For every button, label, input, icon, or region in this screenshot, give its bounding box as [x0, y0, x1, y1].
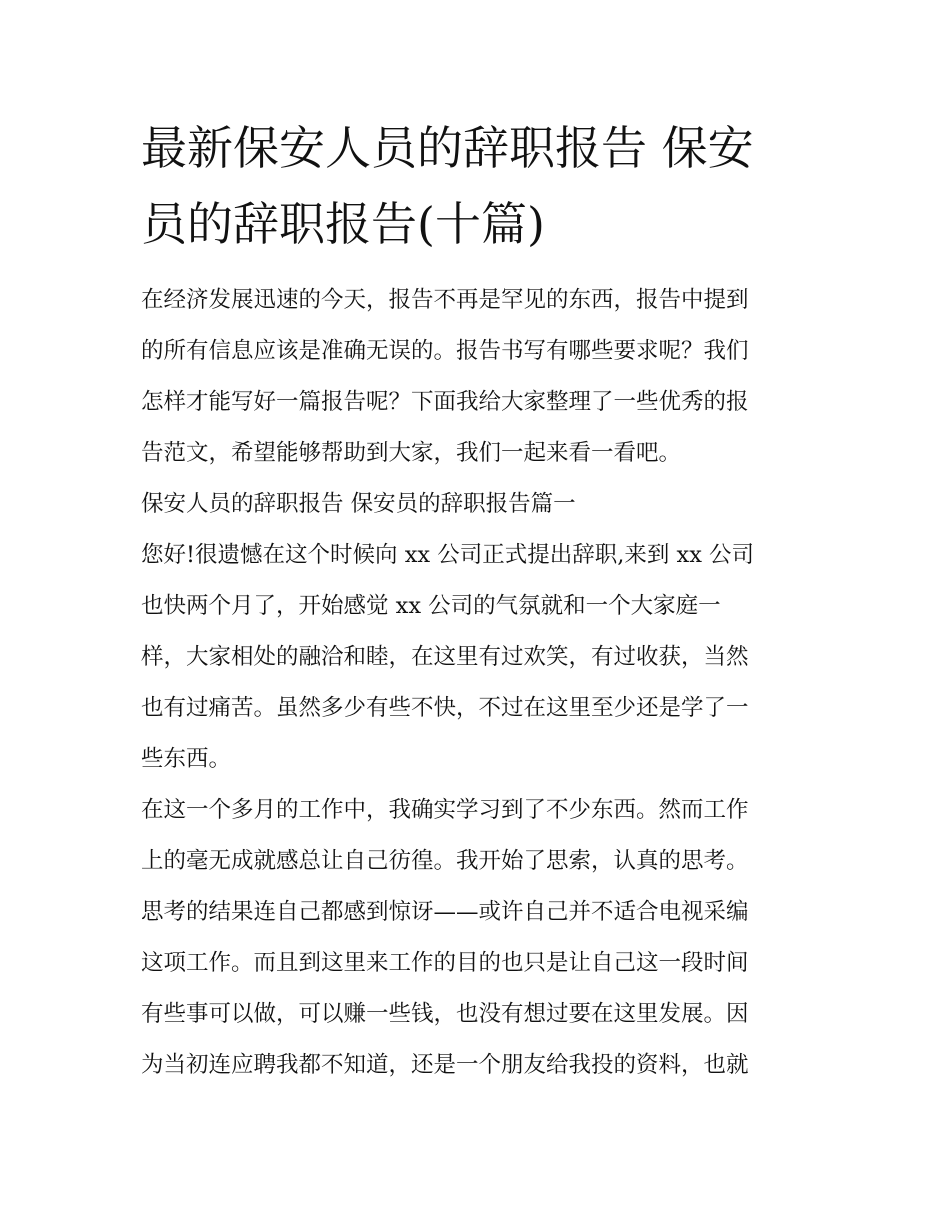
body-line: 上的毫无成就感总让自己彷徨。我开始了思索，认真的思考。: [141, 848, 749, 874]
body-line: 在这一个多月的工作中，我确实学习到了不少东西。然而工作: [141, 797, 749, 823]
body-line: 有些事可以做，可以赚一些钱，也没有想过要在这里发展。因: [141, 1001, 749, 1027]
body-line: 为当初连应聘我都不知道，还是一个朋友给我投的资料，也就: [141, 1052, 749, 1078]
body-line: 也快两个月了，开始感觉 xx 公司的气氛就和一个大家庭一: [141, 593, 721, 619]
title-line-2: 员的辞职报告(十篇): [141, 197, 545, 251]
body-line: 告范文，希望能够帮助到大家，我们一起来看一看吧。: [141, 440, 682, 466]
body-line: 样，大家相处的融洽和睦，在这里有过欢笑，有过收获，当然: [141, 644, 749, 670]
body-line: 怎样才能写好一篇报告呢？下面我给大家整理了一些优秀的报: [141, 389, 749, 415]
section-heading: 保安人员的辞职报告 保安员的辞职报告篇一: [141, 491, 576, 517]
title-line-1: 最新保安人员的辞职报告 保安: [141, 121, 754, 175]
body-line: 这项工作。而且到这里来工作的目的也只是让自己这一段时间: [141, 950, 749, 976]
body-line: 些东西。: [141, 746, 232, 772]
body-line: 思考的结果连自己都感到惊讶——或许自己并不适合电视采编: [141, 899, 749, 925]
body-line: 也有过痛苦。虽然多少有些不快，不过在这里至少还是学了一: [141, 695, 749, 721]
body-line: 您好!很遗憾在这个时候向 xx 公司正式提出辞职,来到 xx 公司: [141, 542, 755, 568]
body-line: 在经济发展迅速的今天，报告不再是罕见的东西，报告中提到: [141, 287, 749, 313]
body-line: 的所有信息应该是准确无误的。报告书写有哪些要求呢？我们: [141, 338, 749, 364]
